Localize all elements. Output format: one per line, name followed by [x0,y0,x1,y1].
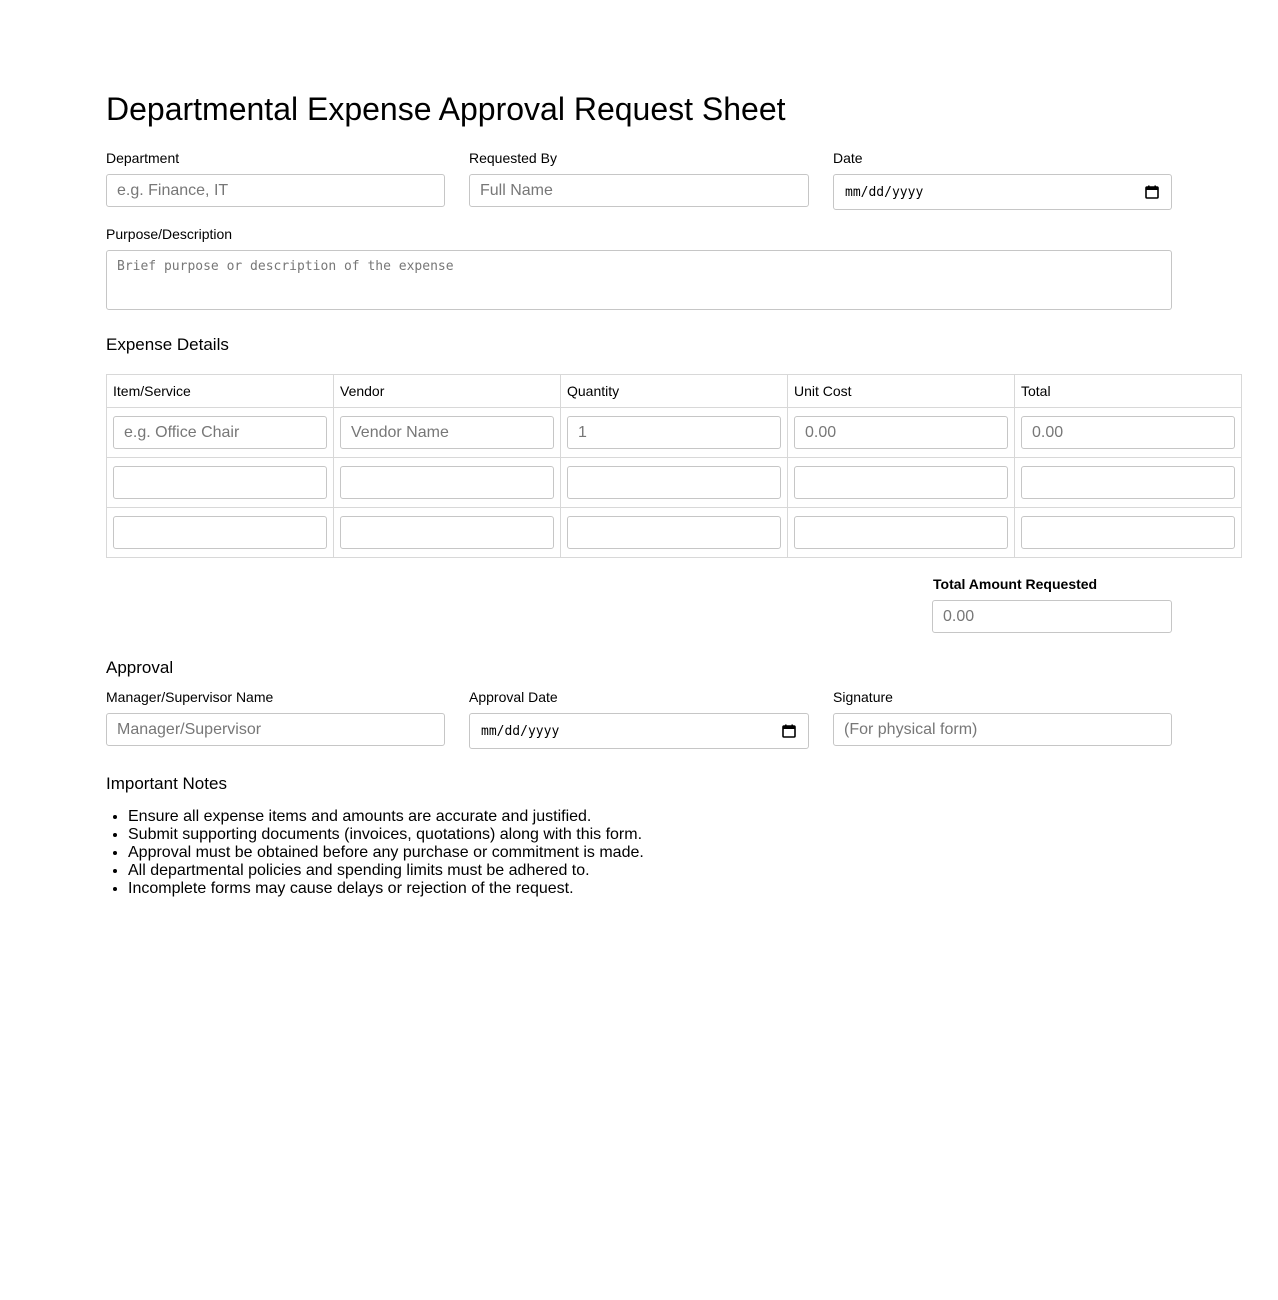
item-service-input[interactable] [113,466,327,499]
column-header-vendor: Vendor [334,375,561,408]
signature-input[interactable] [833,713,1172,746]
list-item: • All departmental policies and spending limits must be adhered to. [128,862,644,880]
important-notes-heading: Important Notes [106,774,227,793]
column-header-total: Total [1015,375,1242,408]
requested-by-input[interactable] [469,174,809,207]
signature-label: Signature [833,689,893,705]
list-item: • Approval must be obtained before any purchase or commitment is made. [128,844,644,862]
expense-details-heading: Expense Details [106,335,229,354]
column-header-quantity: Quantity [561,375,788,408]
column-header-unit-cost: Unit Cost [788,375,1015,408]
manager-name-label: Manager/Supervisor Name [106,689,274,705]
manager-name-input[interactable] [106,713,445,746]
vendor-input[interactable] [340,466,554,499]
purpose-label: Purpose/Description [106,226,233,242]
quantity-input[interactable] [567,516,781,549]
list-item: • Incomplete forms may cause delays or rejection of the request. [128,880,644,898]
vendor-input[interactable] [340,516,554,549]
department-input[interactable] [106,174,445,207]
approval-date-input-text: mm/dd/yyyy [481,723,560,739]
calendar-icon[interactable] [1145,185,1159,199]
calendar-icon[interactable] [782,724,796,738]
date-input-text: mm/dd/yyyy [845,184,924,200]
table-header-row [107,375,1242,408]
table-row [107,408,1242,458]
table-row [107,458,1242,508]
purpose-textarea[interactable] [106,250,1172,310]
unit-cost-input[interactable] [794,516,1008,549]
approval-date-label: Approval Date [469,689,558,705]
expense-table [106,374,1242,558]
total-amount-input[interactable] [932,600,1172,633]
page-title: Departmental Expense Approval Request Sheet [106,91,786,127]
date-input[interactable] [833,174,1172,210]
total-input[interactable] [1021,416,1235,449]
total-amount-label: Total Amount Requested [933,576,1098,592]
unit-cost-input[interactable] [794,466,1008,499]
item-service-input[interactable] [113,516,327,549]
table-row [107,508,1242,558]
vendor-input[interactable] [340,416,554,449]
approval-heading: Approval [106,658,174,677]
approval-date-input[interactable] [469,713,809,749]
notes-list [106,808,644,898]
date-label: Date [833,150,863,166]
list-item: • Ensure all expense items and amounts are accurate and justified. [128,808,644,826]
list-item: • Submit supporting documents (invoices, quotations) along with this form. [128,826,644,844]
unit-cost-input[interactable] [794,416,1008,449]
department-label: Department [106,150,180,166]
quantity-input[interactable] [567,466,781,499]
total-input[interactable] [1021,516,1235,549]
requested-by-label: Requested By [469,150,557,166]
total-input[interactable] [1021,466,1235,499]
item-service-input[interactable] [113,416,327,449]
column-header-item: Item/Service [107,375,334,408]
quantity-input[interactable] [567,416,781,449]
